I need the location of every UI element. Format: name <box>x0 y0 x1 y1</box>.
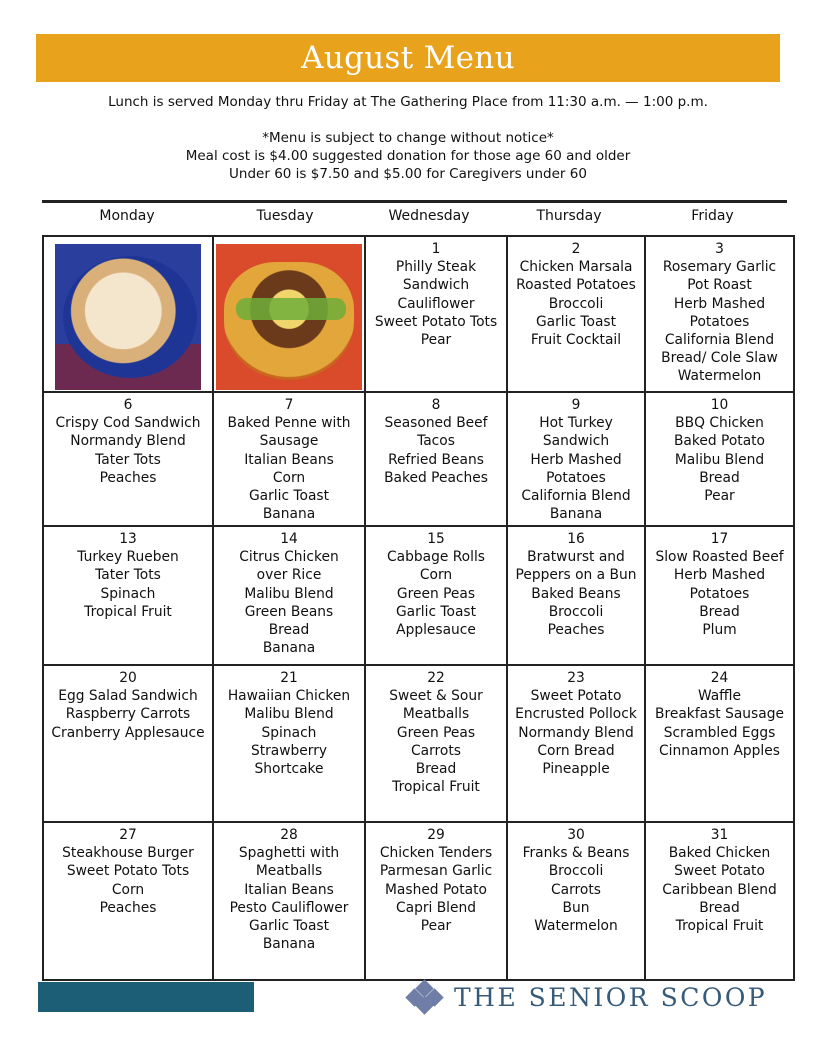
menu-item: Watermelon <box>534 918 618 935</box>
menu-calendar <box>42 235 795 981</box>
menu-item: Bun <box>562 899 590 916</box>
menu-item: Baked Potato <box>673 433 766 450</box>
day-number: 8 <box>431 397 441 413</box>
menu-item: Hawaiian Chicken <box>227 688 351 705</box>
menu-item: Malibu Blend <box>674 451 765 468</box>
day-number: 17 <box>710 531 729 547</box>
menu-item: Egg Salad Sandwich <box>58 688 198 705</box>
day-number: 9 <box>571 397 581 413</box>
calendar-day-cell <box>645 665 794 822</box>
title-banner <box>36 34 780 82</box>
calendar-day-cell <box>507 392 645 526</box>
calendar-day-cell <box>507 526 645 665</box>
menu-item: Potatoes <box>546 469 606 486</box>
change-notice: *Menu is subject to change without notice* <box>262 130 554 146</box>
menu-item: Waffle <box>697 688 742 705</box>
day-number: 2 <box>571 241 581 257</box>
weekday-tuesday: Tuesday <box>256 208 314 224</box>
brand-name: THE SENIOR SCOOP <box>454 982 768 1012</box>
menu-item: BBQ Chicken <box>675 415 764 432</box>
menu-item: Banana <box>262 936 316 953</box>
calendar-day-cell <box>213 822 365 980</box>
menu-item: Slow Roasted Beef <box>655 549 784 566</box>
menu-item: Cinnamon Apples <box>659 742 780 759</box>
day-number: 22 <box>427 670 445 686</box>
menu-item: Sweet Potato Tots <box>66 863 190 880</box>
menu-item: Banana <box>262 640 316 657</box>
day-number: 15 <box>427 531 445 547</box>
menu-item: Cranberry Applesauce <box>51 724 205 741</box>
menu-item: California Blend <box>521 488 631 505</box>
menu-item: Scrambled Eggs <box>663 724 776 741</box>
calendar-day-cell <box>43 392 213 526</box>
menu-item: Potatoes <box>689 313 750 330</box>
menu-item: Corn Bread <box>537 742 615 759</box>
weekday-friday: Friday <box>691 208 734 224</box>
menu-item: Corn <box>111 881 145 898</box>
menu-item: Bread <box>268 622 310 639</box>
day-number: 3 <box>715 241 724 257</box>
calendar-week-row <box>43 526 794 665</box>
menu-item: Breakfast Sausage <box>655 706 784 723</box>
calendar-day-cell <box>43 236 213 392</box>
calendar-week-row <box>43 665 794 822</box>
day-number: 23 <box>567 670 585 686</box>
day-number: 29 <box>427 827 445 843</box>
calendar-day-cell <box>507 822 645 980</box>
menu-item: over Rice <box>256 567 322 584</box>
menu-item: Banana <box>262 506 316 523</box>
menu-item: Broccoli <box>548 603 604 620</box>
under-60-cost-text: Under 60 is $7.50 and $5.00 for Caregivers under 60 <box>229 166 587 182</box>
menu-item: Spinach <box>261 724 317 741</box>
calendar-week-row <box>43 236 794 392</box>
menu-item: Sandwich <box>402 277 470 294</box>
menu-item: Encrusted Pollock <box>515 706 637 723</box>
footer-logo <box>408 982 780 1012</box>
calendar-day-cell <box>213 526 365 665</box>
weekday-thursday: Thursday <box>536 208 602 224</box>
menu-item: Applesauce <box>396 622 476 639</box>
menu-item: Pot Roast <box>687 277 752 294</box>
menu-item: Green Beans <box>244 603 334 620</box>
menu-item: Banana <box>549 506 603 523</box>
page-title: August Menu <box>301 40 515 76</box>
day-number: 6 <box>123 397 133 413</box>
menu-item: Pear <box>420 332 452 349</box>
day-number: 10 <box>710 397 729 413</box>
menu-item: Tater Tots <box>95 567 161 584</box>
menu-item: Baked Peaches <box>384 469 488 486</box>
menu-item: Citrus Chicken <box>239 549 339 566</box>
menu-item: Cabbage Rolls <box>387 549 485 566</box>
menu-item: Corn <box>419 567 453 584</box>
day-number: 13 <box>119 531 137 547</box>
menu-item: Franks & Beans <box>522 845 630 862</box>
calendar-day-cell <box>43 822 213 980</box>
menu-item: Italian Beans <box>244 451 334 468</box>
menu-item: Bread <box>699 603 740 620</box>
menu-item: Rosemary Garlic <box>662 259 777 276</box>
menu-item: Garlic Toast <box>248 918 330 935</box>
menu-item: Meatballs <box>402 706 470 723</box>
day-number: 24 <box>710 670 729 686</box>
day-number: 31 <box>710 827 729 843</box>
menu-item: Sweet Potato <box>674 863 765 880</box>
menu-item: Potatoes <box>689 585 750 602</box>
intro-pricing <box>0 129 816 183</box>
menu-item: Carrots <box>551 881 601 898</box>
menu-item: Spaghetti with <box>238 845 340 862</box>
day-number: 21 <box>280 670 298 686</box>
menu-item: Carrots <box>411 742 461 759</box>
menu-item: Chicken Marsala <box>519 259 633 276</box>
weekday-header <box>42 208 787 224</box>
menu-item: Hot Turkey <box>539 415 613 432</box>
day-number: 1 <box>431 241 441 257</box>
calendar-week-row <box>43 392 794 526</box>
calendar-day-cell <box>43 526 213 665</box>
menu-item: Baked Penne with <box>227 415 351 432</box>
calendar-day-cell <box>645 526 794 665</box>
menu-item: Peppers on a Bun <box>515 567 637 584</box>
menu-item: Malibu Blend <box>244 706 334 723</box>
menu-item: Pineapple <box>542 761 610 778</box>
weekday-wednesday: Wednesday <box>388 208 470 224</box>
menu-item: Roasted Potatoes <box>516 277 636 294</box>
calendar-day-cell <box>213 665 365 822</box>
menu-item: Green Peas <box>396 724 476 741</box>
menu-item: Tater Tots <box>95 451 161 468</box>
menu-item: Peaches <box>547 622 605 639</box>
menu-item: Sweet Potato <box>530 688 622 705</box>
menu-item: Plum <box>702 622 737 639</box>
menu-item: Broccoli <box>548 295 604 312</box>
calendar-day-cell <box>507 236 645 392</box>
menu-item: Garlic Toast <box>248 488 330 505</box>
menu-item: Tropical Fruit <box>675 918 764 935</box>
plated-food-photo <box>55 244 201 390</box>
menu-item: Refried Beans <box>388 451 484 468</box>
menu-item: Cauliflower <box>397 295 475 312</box>
intro-hours <box>0 93 816 111</box>
menu-item: Bread <box>699 899 740 916</box>
calendar-day-cell <box>365 822 507 980</box>
menu-item: Herb Mashed <box>673 567 766 584</box>
menu-item: Sweet Potato Tots <box>374 313 498 330</box>
menu-item: Parmesan Garlic <box>379 863 493 880</box>
menu-item: Raspberry Carrots <box>65 706 191 723</box>
menu-item: Meatballs <box>255 863 323 880</box>
menu-item: Caribbean Blend <box>662 881 777 898</box>
menu-item: Pear <box>704 488 735 505</box>
calendar-day-cell <box>365 665 507 822</box>
calendar-day-cell <box>213 392 365 526</box>
menu-item: Mashed Potato <box>385 881 487 898</box>
menu-item: Malibu Blend <box>244 585 334 602</box>
menu-item: Peaches <box>99 469 157 486</box>
diamond-cluster-icon <box>408 982 442 1012</box>
menu-item: Turkey Rueben <box>77 549 179 566</box>
calendar-day-cell <box>645 822 794 980</box>
menu-item: Tacos <box>417 433 455 450</box>
calendar-day-cell <box>365 236 507 392</box>
menu-item: Bratwurst and <box>527 549 625 566</box>
menu-item: Italian Beans <box>244 881 334 898</box>
calendar-day-cell <box>43 665 213 822</box>
menu-item: Peaches <box>99 899 157 916</box>
menu-item: Green Peas <box>396 585 476 602</box>
menu-item: Philly Steak <box>395 259 477 276</box>
menu-item: Bread/ Cole Slaw <box>661 350 778 367</box>
hours-text: Lunch is served Monday thru Friday at The Gathering Place from 11:30 a.m. — 1:00 p.m. <box>108 94 708 110</box>
menu-item: Capri Blend <box>395 899 477 916</box>
menu-item: Baked Beans <box>531 585 621 602</box>
menu-item: Seasoned Beef <box>384 415 488 432</box>
menu-item: Normandy Blend <box>70 433 186 450</box>
day-number: 27 <box>119 827 137 843</box>
menu-item: Fruit Cocktail <box>530 332 622 349</box>
day-number: 30 <box>567 827 585 843</box>
footer-bar <box>38 982 254 1012</box>
menu-item: Bread <box>415 761 457 778</box>
menu-item: Corn <box>272 469 306 486</box>
menu-item: Tropical Fruit <box>84 603 172 620</box>
day-number: 14 <box>280 531 298 547</box>
menu-item: Baked Chicken <box>668 845 771 862</box>
menu-item: Tropical Fruit <box>392 779 480 796</box>
day-number: 16 <box>567 531 585 547</box>
calendar-day-cell <box>645 236 794 392</box>
menu-item: Garlic Toast <box>395 603 477 620</box>
menu-item: Garlic Toast <box>535 313 617 330</box>
meal-cost-text: Meal cost is $4.00 suggested donation for those age 60 and older <box>185 148 631 164</box>
day-number: 28 <box>280 827 298 843</box>
menu-item: Herb Mashed <box>530 451 622 468</box>
calendar-day-cell <box>365 392 507 526</box>
day-number: 7 <box>284 397 294 413</box>
day-number: 20 <box>119 670 137 686</box>
menu-item: Strawberry <box>250 742 328 759</box>
menu-item: Crispy Cod Sandwich <box>55 415 201 432</box>
menu-item: Normandy Blend <box>518 724 634 741</box>
menu-item: Shortcake <box>254 761 324 778</box>
weekday-monday: Monday <box>99 208 155 224</box>
calendar-day-cell <box>365 526 507 665</box>
calendar-day-cell <box>507 665 645 822</box>
menu-item: Bread <box>699 469 740 486</box>
menu-item: Watermelon <box>677 368 762 385</box>
menu-item: Herb Mashed <box>673 295 766 312</box>
menu-item: Sweet & Sour <box>389 688 483 705</box>
header-rule <box>42 200 787 203</box>
tacos-photo <box>216 244 362 390</box>
calendar-day-cell <box>645 392 794 526</box>
calendar-day-cell <box>213 236 365 392</box>
menu-item: Chicken Tenders <box>379 845 493 862</box>
menu-item: Sausage <box>259 433 319 450</box>
menu-item: Spinach <box>100 585 156 602</box>
menu-item: California Blend <box>664 332 775 349</box>
menu-item: Sandwich <box>542 433 610 450</box>
menu-item: Pear <box>420 918 452 935</box>
menu-item: Broccoli <box>548 863 604 880</box>
menu-item: Pesto Cauliflower <box>229 899 349 916</box>
menu-item: Steakhouse Burger <box>62 845 194 862</box>
calendar-week-row <box>43 822 794 980</box>
